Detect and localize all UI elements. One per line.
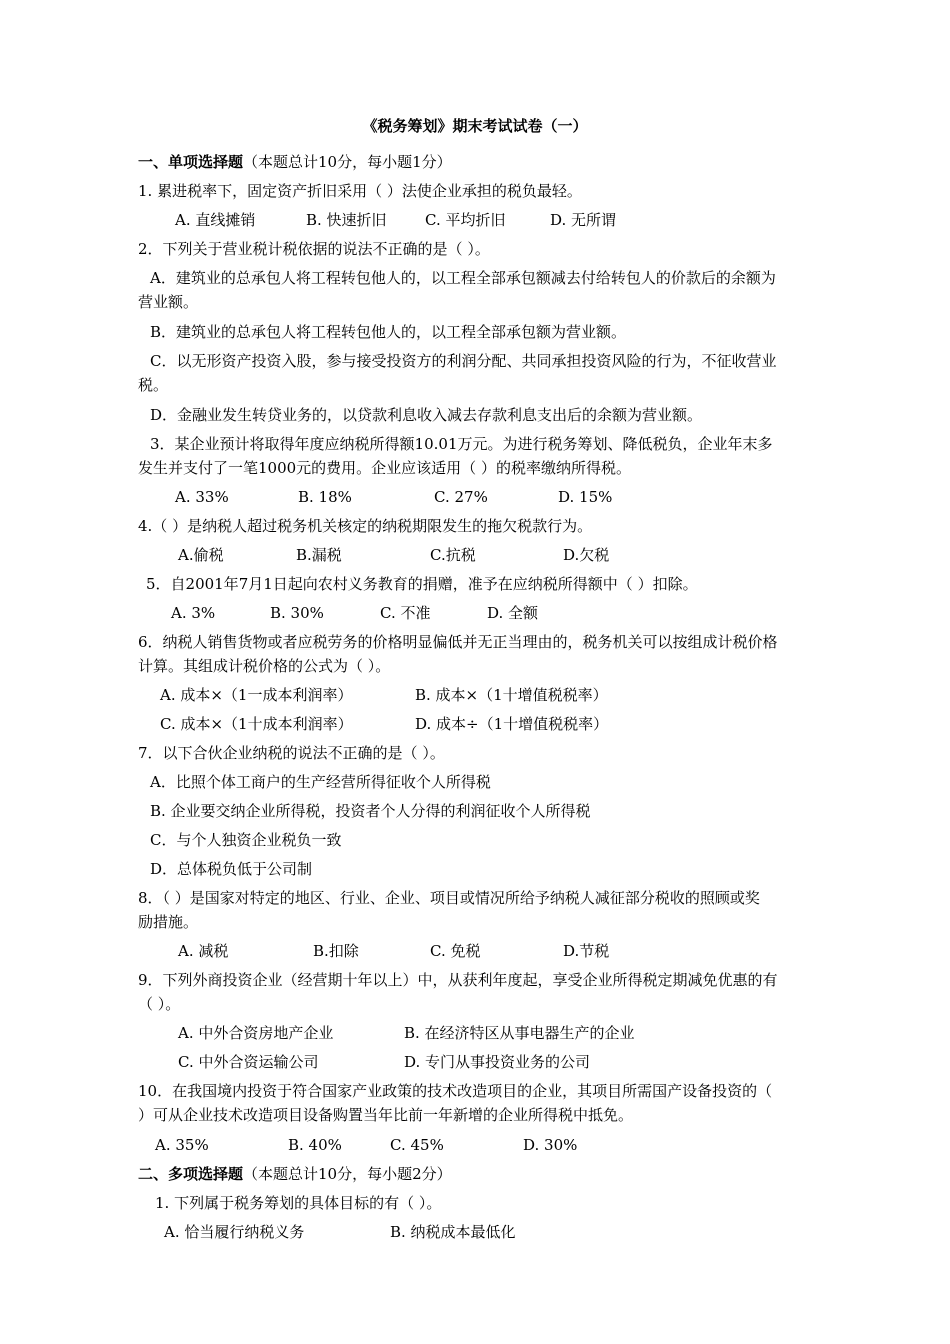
section2-heading: 二、多项选择题: [138, 1165, 244, 1183]
q7-option-a: A．比照个体工商户的生产经营所得征收个人所得税: [150, 773, 491, 791]
q5-option-d: D. 全额: [487, 604, 539, 622]
q7-option-c: C．与个人独资企业税负一致: [150, 831, 342, 849]
q4-option-b: B.漏税: [296, 546, 342, 564]
q10-option-b: B. 40%: [288, 1136, 342, 1154]
q6-stem-line1: 6．纳税人销售货物或者应税劳务的价格明显偏低并无正当理由的，税务机关可以按组成计税价格: [138, 633, 778, 651]
q10-stem-line1: 10．在我国境内投资于符合国家产业政策的技术改造项目的企业，其项目所需国产设备投资的（: [138, 1082, 773, 1100]
q8-option-b: B.扣除: [313, 942, 359, 960]
q5-option-a: A. 3%: [171, 604, 216, 622]
q2-option-d: D．金融业发生转贷业务的，以贷款利息收入减去存款利息支出后的余额为营业额。: [150, 406, 703, 424]
q4-stem: 4.（ ）是纳税人超过税务机关核定的纳税期限发生的拖欠税款行为。: [138, 517, 593, 535]
q1-option-b: B. 快速折旧: [306, 211, 387, 229]
q9-option-d: D. 专门从事投资业务的公司: [404, 1053, 591, 1071]
q8-stem-line1: 8．（ ）是国家对特定的地区、行业、企业、项目或情况所给予纳税人减征部分税收的照顾或奖: [138, 889, 760, 907]
q3-option-a: A. 33%: [175, 488, 229, 506]
q3-stem-line1: 3．某企业预计将取得年度应纳税所得额10.01万元。为进行税务筹划、降低税负，企业年末多: [150, 435, 773, 453]
q9-stem-line2: （ ）。: [138, 995, 181, 1013]
q1-option-c: C. 平均折旧: [425, 211, 506, 229]
q5-option-b: B. 30%: [270, 604, 324, 622]
section1-header: [138, 152, 452, 172]
section2-header: [138, 1164, 452, 1184]
q7-option-b: B. 企业要交纳企业所得税，投资者个人分得的利润征收个人所得税: [150, 802, 591, 820]
q3-option-c: C. 27%: [434, 488, 488, 506]
q1-option-d: D. 无所谓: [550, 211, 617, 229]
q10-option-d: D. 30%: [523, 1136, 578, 1154]
q6-option-d: D. 成本÷（1十增值税税率）: [415, 715, 609, 733]
q2-option-b: B．建筑业的总承包人将工程转包他人的，以工程全部承包额为营业额。: [150, 323, 627, 341]
q3-option-b: B. 18%: [298, 488, 352, 506]
m1-option-b: B. 纳税成本最低化: [390, 1223, 516, 1241]
q9-stem-line1: 9．下列外商投资企业（经营期十年以上）中，从获利年度起，享受企业所得税定期减免优惠的有: [138, 971, 778, 989]
q9-option-a: A. 中外合资房地产企业: [178, 1024, 334, 1042]
q4-option-a: A.偷税: [178, 546, 224, 564]
q2-option-c-line1: C．以无形资产投资入股，参与接受投资方的利润分配、共同承担投资风险的行为，不征收营业: [150, 352, 777, 370]
q1-stem: 1. 累进税率下，固定资产折旧采用（ ）法使企业承担的税负最轻。: [138, 182, 582, 200]
q1-option-a: A. 直线摊销: [175, 211, 256, 229]
q10-option-a: A. 35%: [155, 1136, 209, 1154]
section1-heading: 一、单项选择题: [138, 153, 244, 171]
q10-stem-line2: ）可从企业技术改造项目设备购置当年比前一年新增的企业所得税中抵免。: [138, 1106, 634, 1124]
section2-note: （本题总计10分，每小题2分）: [243, 1165, 452, 1183]
q5-option-c: C. 不准: [380, 604, 431, 622]
page-title: 《税务筹划》期末考试试卷（一）: [362, 117, 588, 135]
q6-option-a: A. 成本×（1一成本利润率）: [160, 686, 353, 704]
section1-note: （本题总计10分，每小题1分）: [243, 153, 452, 171]
q2-option-a-line1: A．建筑业的总承包人将工程转包他人的，以工程全部承包额减去付给转包人的价款后的余额为: [150, 269, 776, 287]
m1-option-a: A. 恰当履行纳税义务: [164, 1223, 305, 1241]
q2-option-a-line2: 营业额。: [138, 293, 199, 311]
q8-stem-line2: 励措施。: [138, 913, 199, 931]
q8-option-a: A. 减税: [178, 942, 229, 960]
q10-option-c: C. 45%: [390, 1136, 444, 1154]
q7-option-d: D．总体税负低于公司制: [150, 860, 313, 878]
q4-option-d: D.欠税: [563, 546, 610, 564]
q9-option-c: C. 中外合资运输公司: [178, 1053, 319, 1071]
q7-stem: 7．以下合伙企业纳税的说法不正确的是（ ）。: [138, 744, 445, 762]
q4-option-c: C.抗税: [430, 546, 476, 564]
q3-option-d: D. 15%: [558, 488, 613, 506]
q8-option-d: D.节税: [563, 942, 610, 960]
q5-stem: 5．自2001年7月1日起向农村义务教育的捐赠，准予在应纳税所得额中（ ）扣除。: [146, 575, 698, 593]
q2-stem: 2．下列关于营业税计税依据的说法不正确的是（ ）。: [138, 240, 490, 258]
q6-option-b: B. 成本×（1十增值税税率）: [415, 686, 608, 704]
q6-stem-line2: 计算。其组成计税价格的公式为（ ）。: [138, 657, 391, 675]
q2-option-c-line2: 税。: [138, 376, 169, 394]
q6-option-c: C. 成本×（1十成本利润率）: [160, 715, 353, 733]
m1-stem: 1. 下列属于税务筹划的具体目标的有（ ）。: [155, 1194, 442, 1212]
q3-stem-line2: 发生并支付了一笔1000元的费用。企业应该适用（ ）的税率缴纳所得税。: [138, 459, 631, 477]
q8-option-c: C. 免税: [430, 942, 481, 960]
q9-option-b: B. 在经济特区从事电器生产的企业: [404, 1024, 635, 1042]
